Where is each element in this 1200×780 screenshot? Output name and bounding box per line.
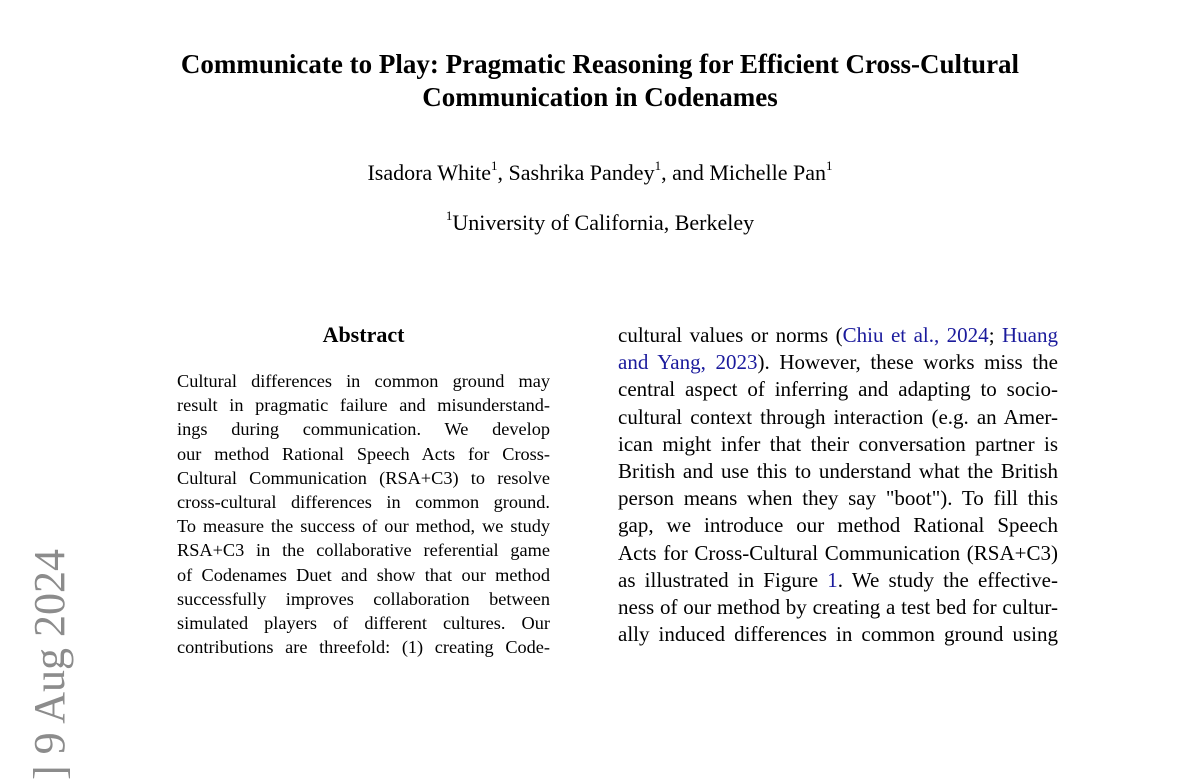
abstract-line: simulated players of different cultures. Our	[177, 613, 550, 634]
abstract-heading: Abstract	[322, 322, 405, 347]
body-line: gap, we introduce our method Rational Speech	[618, 513, 1058, 538]
affiliation	[100, 209, 1100, 237]
paper-title	[100, 48, 1100, 114]
body-line: ally induced differences in common ground using	[618, 622, 1058, 647]
abstract-line: RSA+C3 in the collaborative referential game	[177, 540, 550, 561]
citation-link[interactable]: Huang	[1002, 323, 1058, 347]
author-affiliation-mark: 1	[654, 157, 662, 173]
body-line	[618, 567, 1058, 594]
body-line: central aspect of inferring and adapting to socio-	[618, 377, 1058, 402]
author-separator: ,	[497, 160, 509, 185]
citation-link[interactable]: and Yang, 2023	[618, 350, 758, 375]
abstract-line: Cultural differences in common ground may	[177, 371, 550, 391]
abstract-line: our method Rational Speech Acts for Cross-	[177, 443, 550, 464]
abstract-line: Cultural Communication (RSA+C3) to resolve	[177, 467, 550, 488]
body-line: Acts for Cross-Cultural Communication (RSA+C3)	[618, 540, 1058, 565]
body-line: cultural context through interaction (e.g. an Amer-	[618, 404, 1058, 429]
abstract-line: To measure the success of our method, we study	[177, 516, 550, 537]
abstract-body	[177, 369, 550, 659]
abstract-line: of Codenames Duet and show that our method	[177, 564, 550, 585]
abstract-line: successfully improves collaboration between	[177, 588, 550, 609]
body-line: person means when they say "boot"). To fill this	[618, 486, 1058, 511]
abstract-line: ings during communication. We develop	[177, 419, 550, 440]
body-line: British and use this to understand what the British	[618, 459, 1058, 484]
body-column-right	[618, 322, 1058, 648]
author-affiliation-mark: 1	[491, 157, 498, 173]
title-line-2: Communication in Codenames	[422, 82, 778, 112]
body-line: ican might infer that their conversation partner is	[618, 431, 1058, 456]
title-line-1: Communicate to Play: Pragmatic Reasoning for Efficient Cross-Cultural	[180, 49, 1020, 79]
author-list	[100, 159, 1100, 187]
body-text: ;	[988, 323, 1002, 347]
body-text: . We study the effective-	[837, 567, 1058, 592]
affiliation-name: University of California, Berkeley	[452, 210, 755, 235]
body-line: ness of our method by creating a test bed for cultur-	[618, 595, 1058, 620]
author-name: Sashrika Pandey	[508, 160, 655, 185]
body-text: as illustrated in Figure	[618, 567, 828, 592]
author-separator-and: , and	[661, 160, 710, 185]
author-name: Michelle Pan	[709, 160, 827, 185]
body-text: cultural values or norms (	[618, 323, 843, 347]
abstract-line: result in pragmatic failure and misunderstand-	[177, 395, 550, 416]
abstract-line: cross-cultural differences in common ground.	[177, 492, 550, 513]
arxiv-side-stamp: ] 9 Aug 2024	[25, 549, 74, 780]
body-line	[618, 349, 1058, 376]
author-affiliation-mark: 1	[826, 157, 833, 173]
figure-ref-link[interactable]: 1	[827, 567, 838, 592]
abstract-line: contributions are threefold: (1) creating Code-	[177, 637, 550, 658]
author-name: Isadora White	[367, 160, 492, 185]
affiliation-mark: 1	[445, 207, 453, 223]
body-line	[618, 322, 1058, 349]
body-text: ). However, these works miss the	[757, 350, 1058, 375]
citation-link[interactable]: Chiu et al., 2024	[842, 323, 989, 347]
